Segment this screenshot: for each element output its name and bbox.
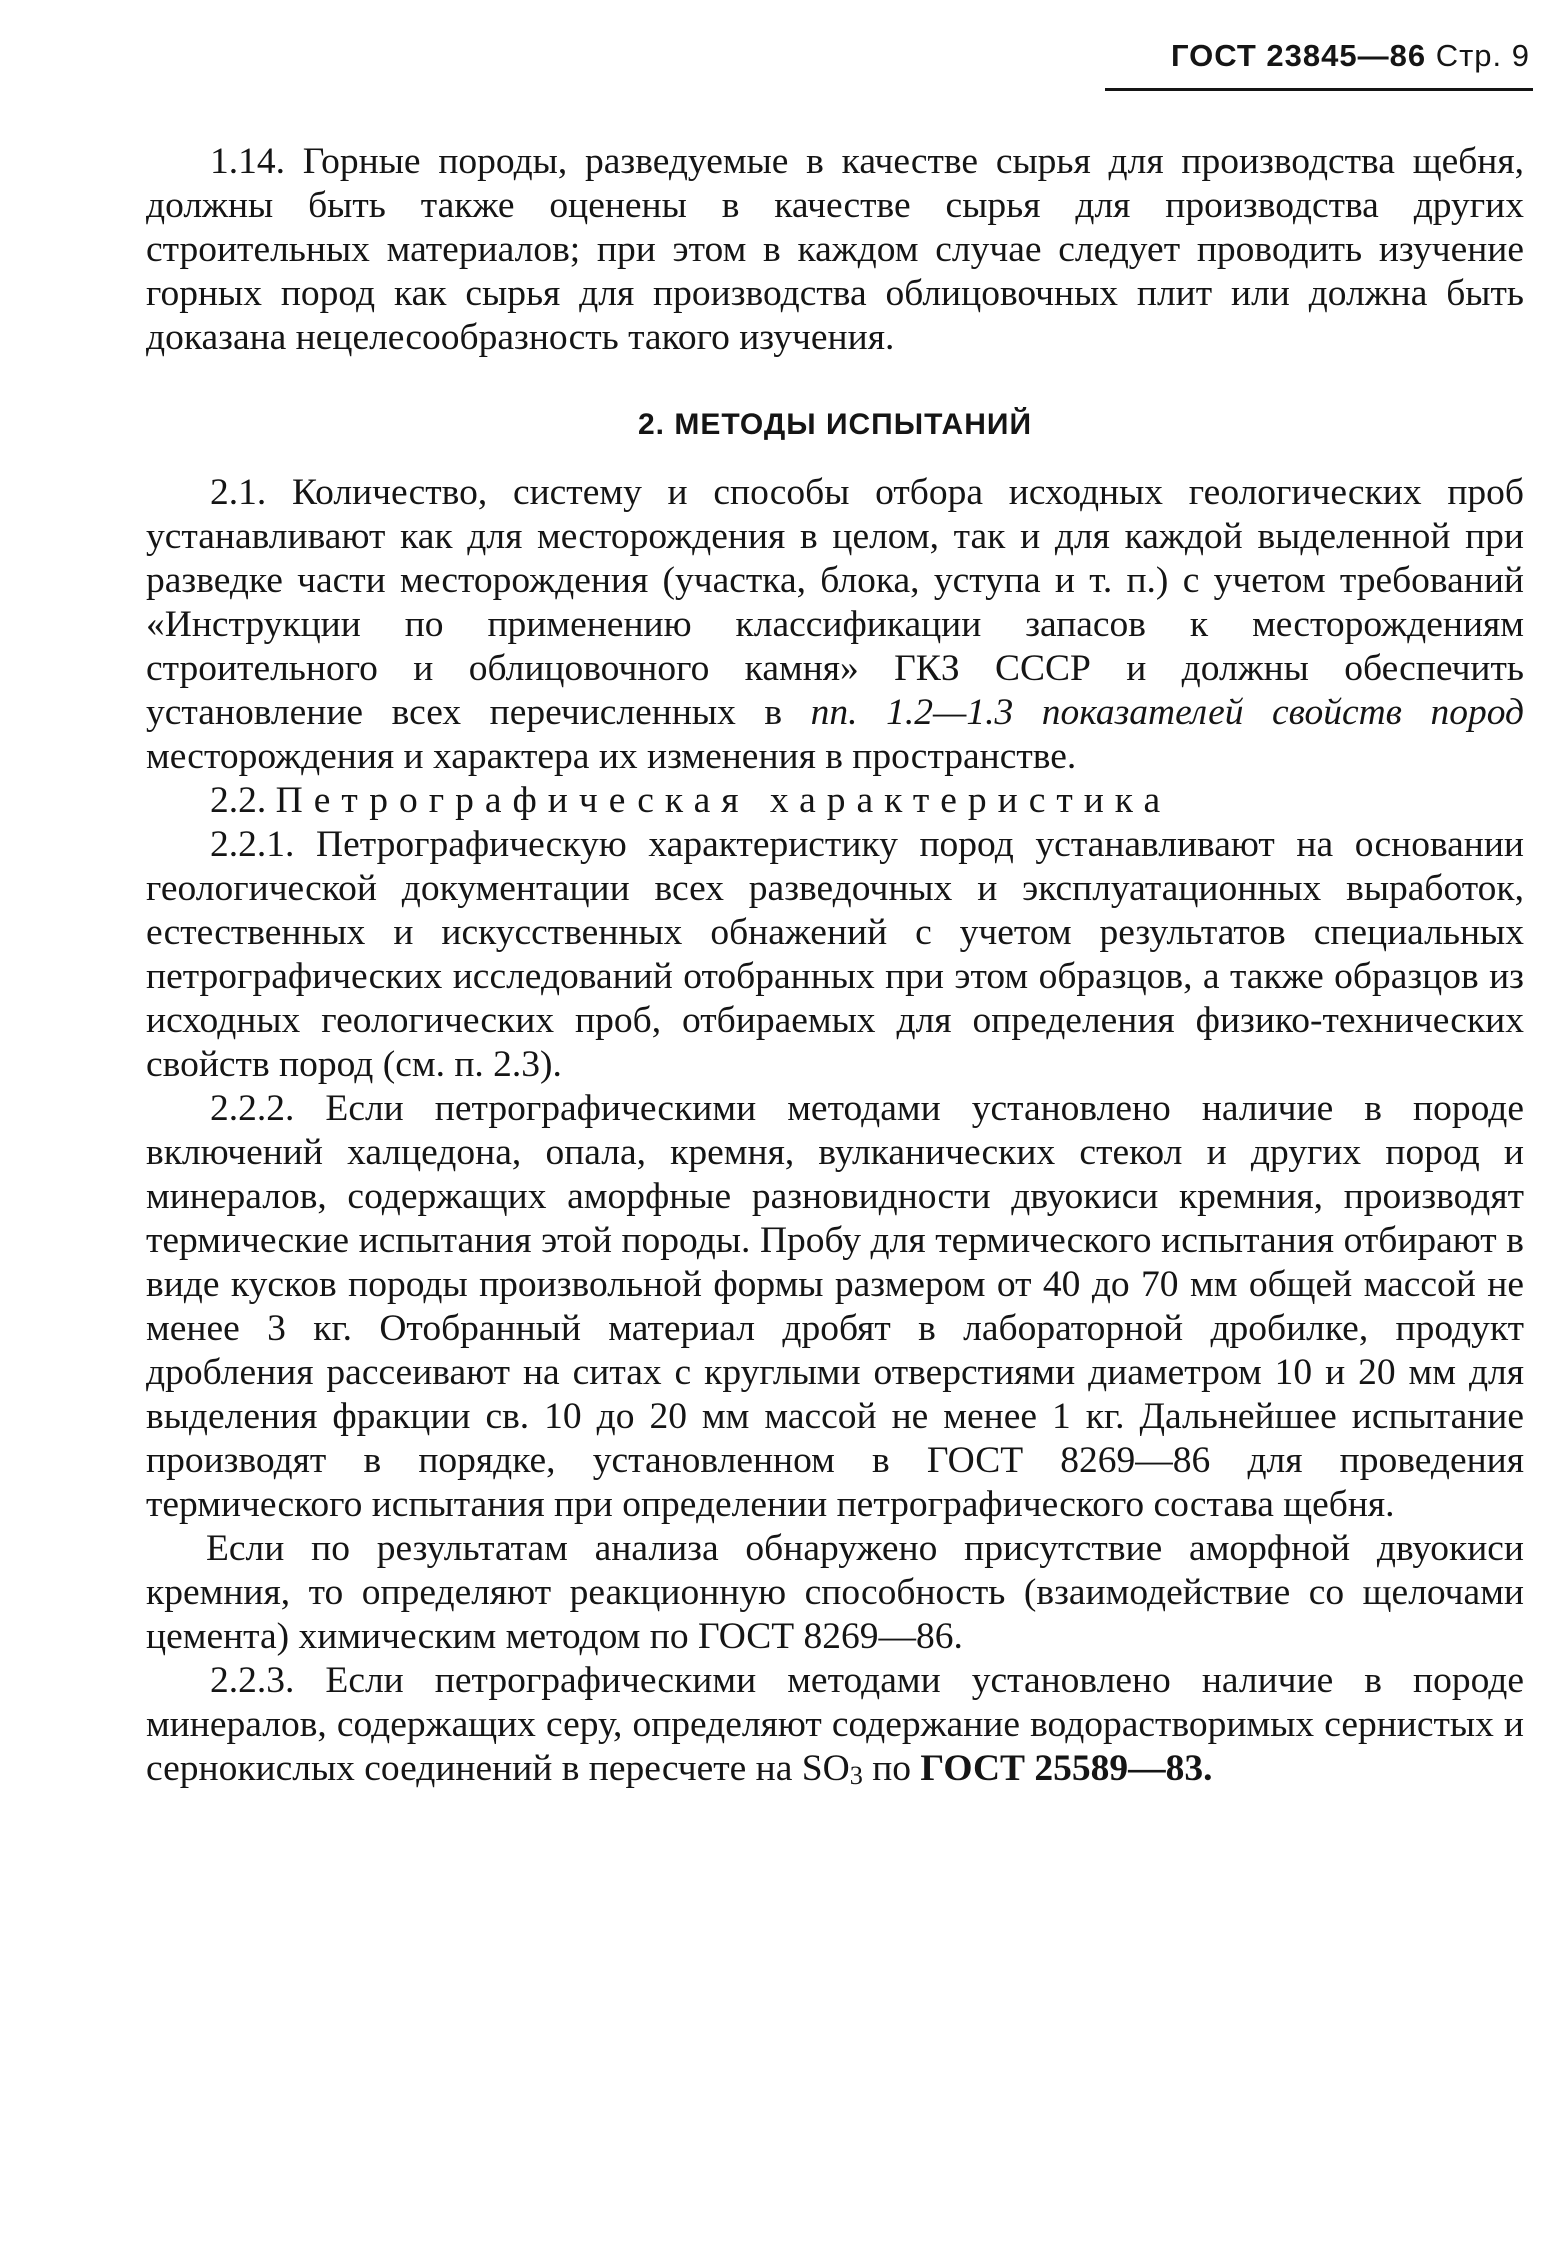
paragraph-2-2-3 bbox=[146, 1659, 1524, 1791]
running-header bbox=[1171, 38, 1530, 74]
paragraph-2-2-title: Петрографическая характеристика bbox=[275, 780, 1172, 821]
paragraph-2-1 bbox=[146, 471, 1524, 779]
paragraph-2-1-end: месторождения и характера их изменения в пространстве. bbox=[146, 736, 1077, 777]
header-doc-id: ГОСТ 23845—86 bbox=[1170, 38, 1427, 73]
paragraph-2-1-italic: пп. 1.2—1.3 показателей свойств пород bbox=[810, 692, 1524, 733]
paragraph-amorphous: Если по результатам анализа обнаружено присутствие аморфной двуокиси кремния, то определяют реакционную способность (взаимодействие со щелочами цемента) химическим методом по ГОСТ 8269—86. bbox=[146, 1528, 1524, 1657]
formula-subscript: 3 bbox=[849, 1761, 863, 1790]
paragraph-2-2-1: 2.2.1. Петрографическую характеристику пород устанавливают на основании геологической документации всех разведочных и эксплуатационных выработок, естественных и искусственных обнажений с учетом результатов специальных петрографических исследований отобранных при этом образцов, а также образцов из исходных геологических проб, отбираемых для определения физико-технических свойств пород (см. п. 2.3). bbox=[146, 824, 1524, 1085]
paragraph-2-2-3-text: 2.2.3. Если петрографическими методами установлено наличие в породе минералов, содержащих серу, определяют содержание водорастворимых сернистых и сернокислых соединений в пересчете на bbox=[146, 1660, 1524, 1789]
paragraph-2-2-3-mid: по bbox=[862, 1748, 921, 1789]
paragraph-2-2-number: 2.2. bbox=[210, 780, 267, 821]
paragraph-2-2-2: 2.2.2. Если петрографическими методами установлено наличие в породе включений халцедона, опала, кремня, вулканических стекол и других пород и минералов, содержащих аморфные разновидности двуокиси кремния, производят термические испытания этой породы. Пробу для термического испытания отбирают в виде кусков породы произвольной формы размером от 40 до 70 мм общей массой не менее 3 кг. Отобранный материал дробят в лабораторной дробилке, продукт дробления рассеивают на ситах с круглыми отверстиями диаметром 10 и 20 мм для выделения фракции св. 10 до 20 мм массой не менее 1 кг. Дальнейшее испытание производят в порядке, установленном в ГОСТ 8269—86 для проведения термического испытания при определении петрографического состава щебня. bbox=[146, 1088, 1524, 1525]
formula-so: SO bbox=[801, 1748, 850, 1789]
formula-so3 bbox=[802, 1748, 863, 1789]
section-title: 2. МЕТОДЫ ИСПЫТАНИЙ bbox=[638, 408, 1032, 441]
paragraph-2-1-text: 2.1. Количество, систему и способы отбора исходных геологических проб устанавливают как для месторождения в целом, так и для каждой выделенной при разведке части месторождения (участка, блока, уступа и т. п.) с учетом требований «Инструкции по применению классификации запасов к месторождениям строительного и облицовочного камня» ГКЗ СССР и должны обеспечить установление всех перечисленных в bbox=[146, 472, 1524, 733]
header-divider bbox=[1105, 88, 1533, 91]
paragraph-2-2-heading bbox=[146, 779, 1524, 823]
document-body bbox=[146, 140, 1524, 1791]
paragraph-1-14: 1.14. Горные породы, разведуемые в качестве сырья для производства щебня, должны быть также оценены в качестве сырья для производства других строительных материалов; при этом в каждом случае следует проводить изучение горных пород как сырья для производства облицовочных плит или должна быть доказана нецелесообразность такого изучения. bbox=[146, 141, 1524, 358]
header-page-label: Стр. 9 bbox=[1435, 38, 1530, 73]
paragraph-2-2-3-gost: ГОСТ 25589—83. bbox=[920, 1748, 1213, 1789]
